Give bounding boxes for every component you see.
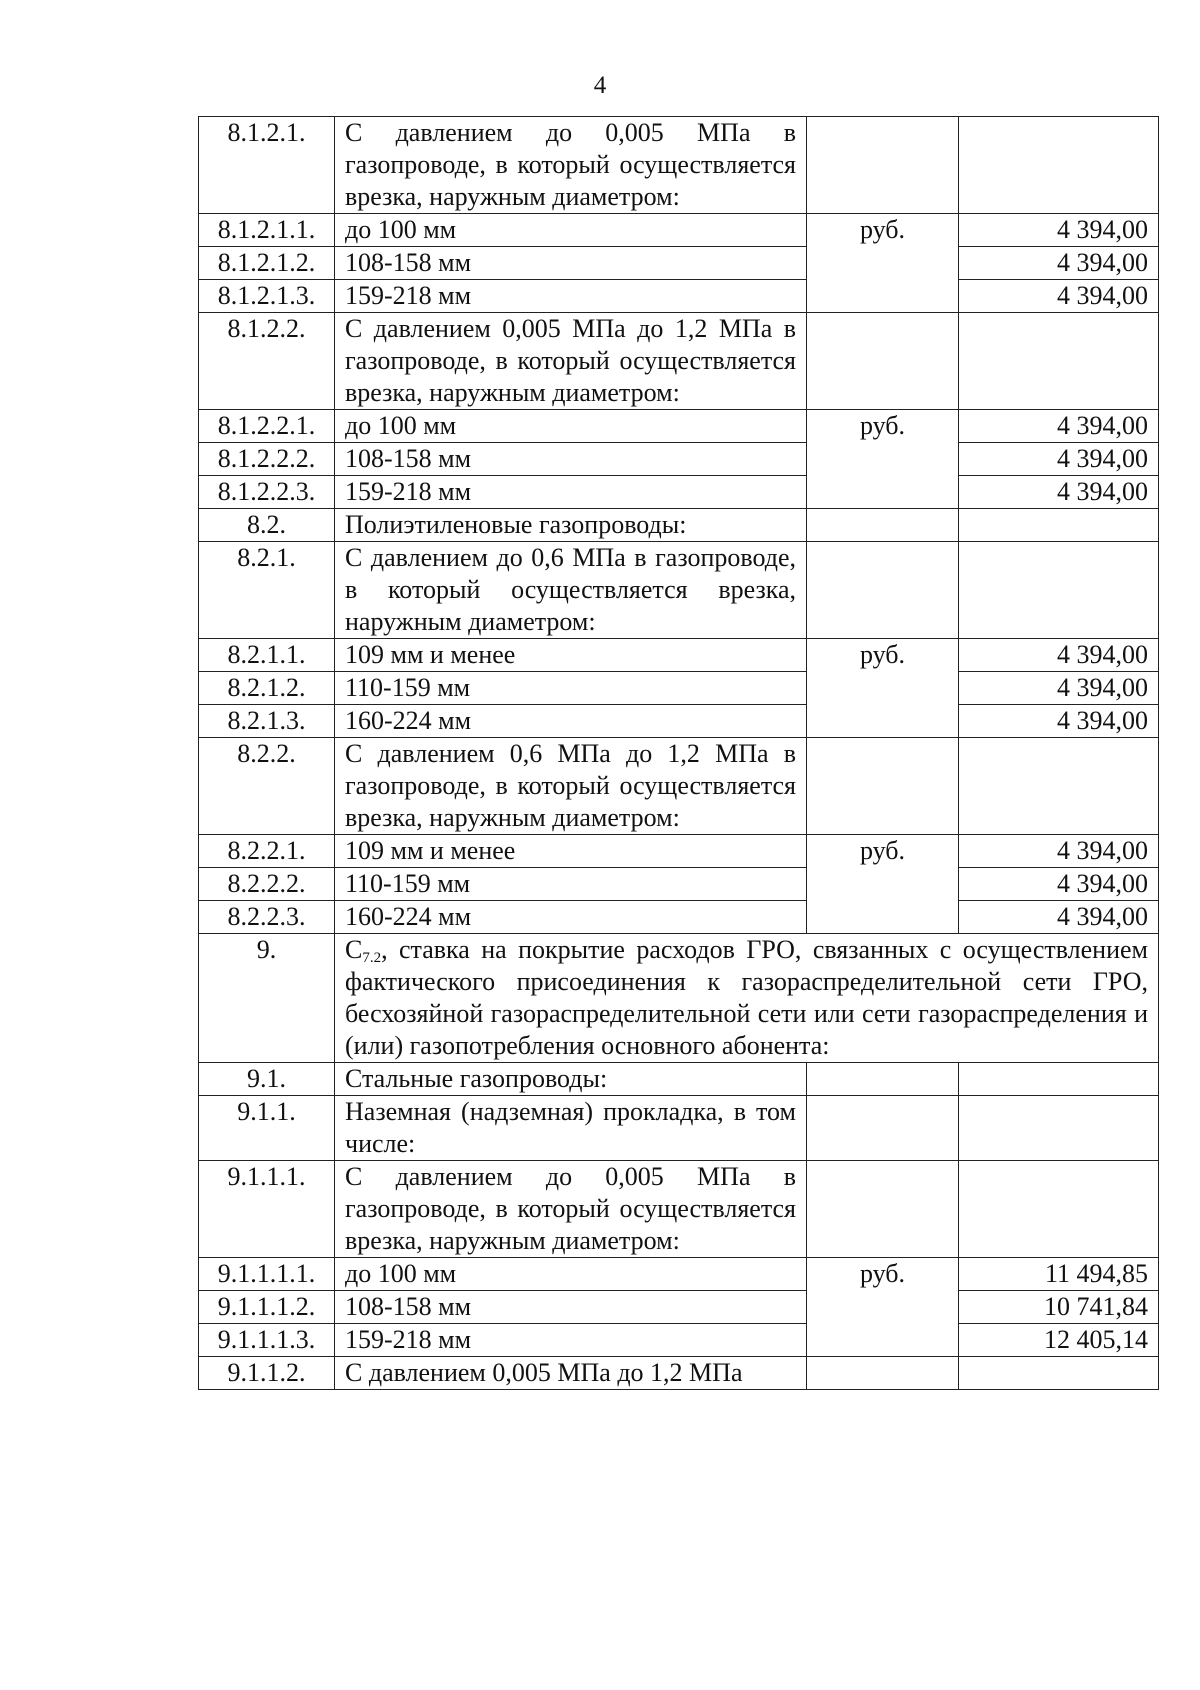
table-row xyxy=(199,1161,1159,1258)
table-row xyxy=(199,1258,1159,1291)
row-description: С давлением 0,005 МПа до 1,2 МПа xyxy=(335,1357,807,1390)
rate-symbol: С xyxy=(345,935,363,964)
rate-symbol-subscript: 7.2 xyxy=(362,950,382,966)
row-value xyxy=(959,117,1159,214)
row-number: 8.1.2.2.1. xyxy=(199,410,335,443)
row-value: 4 394,00 xyxy=(959,443,1159,476)
table-row xyxy=(199,639,1159,672)
table-row xyxy=(199,214,1159,247)
row-description: 159-218 мм xyxy=(335,476,807,509)
row-value: 4 394,00 xyxy=(959,476,1159,509)
table-row xyxy=(199,476,1159,509)
row-value: 4 394,00 xyxy=(959,868,1159,901)
table-row xyxy=(199,835,1159,868)
row-value xyxy=(959,738,1159,835)
table-row xyxy=(199,313,1159,410)
row-number: 8.2.2.1. xyxy=(199,835,335,868)
row-unit: руб. xyxy=(807,639,959,738)
row-description: С давлением до 0,005 МПа в газопроводе, в который осуществляется врезка, наружным диаметром: xyxy=(335,1161,807,1258)
row-unit xyxy=(807,1161,959,1258)
row-description: С давлением 0,005 МПа до 1,2 МПа в газопроводе, в который осуществляется врезка, наружным диаметром: xyxy=(335,313,807,410)
table-row xyxy=(199,509,1159,542)
row-number: 9.1.1.2. xyxy=(199,1357,335,1390)
row-value: 4 394,00 xyxy=(959,214,1159,247)
table-row xyxy=(199,117,1159,214)
table-row xyxy=(199,1096,1159,1161)
row-description: 108-158 мм xyxy=(335,443,807,476)
row-value xyxy=(959,542,1159,639)
table-row xyxy=(199,1357,1159,1390)
row-value: 4 394,00 xyxy=(959,639,1159,672)
row-value xyxy=(959,313,1159,410)
row-value: 4 394,00 xyxy=(959,280,1159,313)
row-description: 110-159 мм xyxy=(335,672,807,705)
row-description: С давлением до 0,005 МПа в газопроводе, в который осуществляется врезка, наружным диаметром: xyxy=(335,117,807,214)
row-number: 8.2.2.2. xyxy=(199,868,335,901)
row-number: 9.1.1.1.1. xyxy=(199,1258,335,1291)
row-unit: руб. xyxy=(807,214,959,313)
row-value: 4 394,00 xyxy=(959,410,1159,443)
row-value xyxy=(959,1357,1159,1390)
tariff-table xyxy=(198,116,1159,1390)
row-number: 8.2.2. xyxy=(199,738,335,835)
row-unit xyxy=(807,1096,959,1161)
row-description: 159-218 мм xyxy=(335,1324,807,1357)
table-row xyxy=(199,542,1159,639)
row-unit: руб. xyxy=(807,835,959,934)
tariff-table-body xyxy=(199,117,1159,1390)
row-value: 4 394,00 xyxy=(959,901,1159,934)
row-description xyxy=(335,934,1159,1063)
table-row xyxy=(199,868,1159,901)
row-number: 8.2. xyxy=(199,509,335,542)
row-value xyxy=(959,1096,1159,1161)
row-number: 8.1.2.2.2. xyxy=(199,443,335,476)
row-unit xyxy=(807,542,959,639)
row-number: 8.1.2.1.1. xyxy=(199,214,335,247)
row-value: 11 494,85 xyxy=(959,1258,1159,1291)
row-number: 8.1.2.2.3. xyxy=(199,476,335,509)
row-value xyxy=(959,1063,1159,1096)
page-number: 4 xyxy=(593,72,607,99)
table-row xyxy=(199,705,1159,738)
row-number: 9.1. xyxy=(199,1063,335,1096)
table-row xyxy=(199,934,1159,1063)
row-number: 8.2.1.3. xyxy=(199,705,335,738)
row-description: Наземная (надземная) прокладка, в том числе: xyxy=(335,1096,807,1161)
row-description: до 100 мм xyxy=(335,410,807,443)
row-number: 9. xyxy=(199,934,335,1063)
row-unit: руб. xyxy=(807,410,959,509)
row-number: 8.2.1.2. xyxy=(199,672,335,705)
table-row xyxy=(199,1291,1159,1324)
row-unit xyxy=(807,509,959,542)
row-description: до 100 мм xyxy=(335,214,807,247)
row-number: 8.2.1. xyxy=(199,542,335,639)
row-number: 9.1.1.1. xyxy=(199,1161,335,1258)
row-description: 108-158 мм xyxy=(335,1291,807,1324)
row-value: 12 405,14 xyxy=(959,1324,1159,1357)
table-row xyxy=(199,738,1159,835)
row-number: 8.2.1.1. xyxy=(199,639,335,672)
row-number: 8.1.2.1.3. xyxy=(199,280,335,313)
row-value: 4 394,00 xyxy=(959,672,1159,705)
table-row xyxy=(199,247,1159,280)
row-number: 9.1.1.1.2. xyxy=(199,1291,335,1324)
row-description: 109 мм и менее xyxy=(335,639,807,672)
row-description: С давлением 0,6 МПа до 1,2 МПа в газопроводе, в который осуществляется врезка, наружным диаметром: xyxy=(335,738,807,835)
row-description: 160-224 мм xyxy=(335,901,807,934)
row-value: 4 394,00 xyxy=(959,835,1159,868)
row-value xyxy=(959,509,1159,542)
table-row xyxy=(199,443,1159,476)
row-unit xyxy=(807,313,959,410)
row-value: 4 394,00 xyxy=(959,705,1159,738)
row-unit xyxy=(807,117,959,214)
row-number: 9.1.1.1.3. xyxy=(199,1324,335,1357)
row-value: 4 394,00 xyxy=(959,247,1159,280)
table-row xyxy=(199,410,1159,443)
table-row xyxy=(199,901,1159,934)
row-unit xyxy=(807,1063,959,1096)
row-description: Стальные газопроводы: xyxy=(335,1063,807,1096)
row-description: до 100 мм xyxy=(335,1258,807,1291)
table-row xyxy=(199,1324,1159,1357)
row-number: 8.2.2.3. xyxy=(199,901,335,934)
row-description: 109 мм и менее xyxy=(335,835,807,868)
row-number: 8.1.2.1.2. xyxy=(199,247,335,280)
table-row xyxy=(199,672,1159,705)
row-description: С давлением до 0,6 МПа в газопроводе, в который осуществляется врезка, наружным диаметром: xyxy=(335,542,807,639)
row-unit xyxy=(807,738,959,835)
row-number: 8.1.2.1. xyxy=(199,117,335,214)
row-description: 110-159 мм xyxy=(335,868,807,901)
row-description: 159-218 мм xyxy=(335,280,807,313)
row-number: 8.1.2.2. xyxy=(199,313,335,410)
table-row xyxy=(199,1063,1159,1096)
row-unit: руб. xyxy=(807,1258,959,1357)
row-unit xyxy=(807,1357,959,1390)
row-value xyxy=(959,1161,1159,1258)
row-value: 10 741,84 xyxy=(959,1291,1159,1324)
row-number: 9.1.1. xyxy=(199,1096,335,1161)
row-description: 108-158 мм xyxy=(335,247,807,280)
row-description: 160-224 мм xyxy=(335,705,807,738)
row-description: Полиэтиленовые газопроводы: xyxy=(335,509,807,542)
table-row xyxy=(199,280,1159,313)
rate-description: , ставка на покрытие расходов ГРО, связанных с осуществлением фактического присоединения к газораспределительной сети ГРО, бесхозяйной газораспределительной сети или сети газораспределения и (или) газопотребления основного абонента: xyxy=(345,935,1148,1060)
